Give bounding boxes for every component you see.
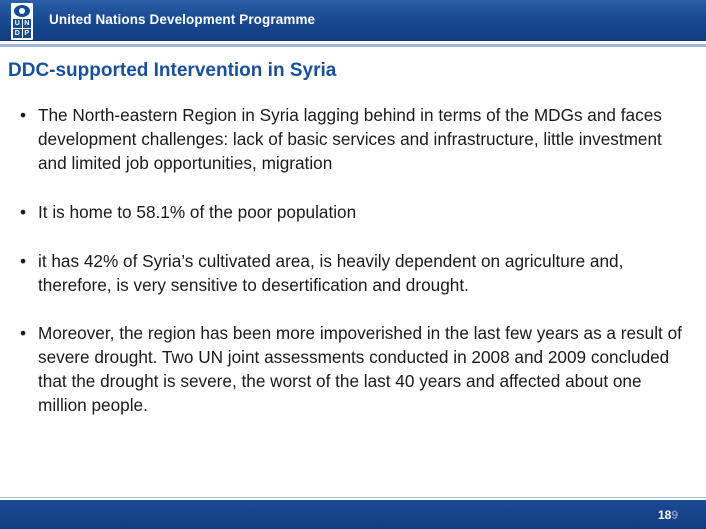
bullet-text: The North-eastern Region in Syria lagging behind in terms of the MDGs and faces development challenges: lack of basic services and infrastructure, little investment and limited job opportunities, migration bbox=[38, 105, 662, 173]
bullet-item bbox=[20, 249, 692, 297]
organization-name: United Nations Development Programme bbox=[49, 12, 316, 27]
bullet-list bbox=[20, 103, 692, 417]
page-number-value: 18 bbox=[657, 508, 672, 522]
logo-letter: P bbox=[24, 30, 30, 37]
logo-letter: U bbox=[14, 20, 20, 27]
footer-divider bbox=[0, 497, 706, 498]
bullet-item bbox=[20, 103, 692, 175]
logo-letters bbox=[13, 19, 31, 38]
bullet-dot-icon: • bbox=[20, 105, 27, 125]
page-number-ghost: 9 bbox=[671, 508, 678, 522]
un-emblem-icon bbox=[14, 5, 30, 17]
page-number bbox=[658, 508, 678, 522]
logo-letter: N bbox=[24, 20, 30, 27]
bullet-dot-icon: • bbox=[20, 251, 27, 271]
header-bar bbox=[0, 0, 706, 44]
footer-bar bbox=[0, 500, 706, 529]
bullet-text: it has 42% of Syria’s cultivated area, is heavily dependent on agriculture and, therefore, is very sensitive to desertification and drought. bbox=[38, 251, 624, 295]
bullet-text: It is home to 58.1% of the poor population bbox=[38, 202, 357, 222]
bullet-dot-icon: • bbox=[20, 202, 27, 222]
bullet-dot-icon: • bbox=[20, 323, 27, 343]
slide-title: DDC-supported Intervention in Syria bbox=[8, 60, 337, 81]
bullet-item bbox=[20, 321, 692, 417]
logo-letter: D bbox=[14, 30, 20, 37]
bullet-item bbox=[20, 200, 692, 224]
bullet-text: Moreover, the region has been more impoverished in the last few years as a result of severe drought. Two UN joint assessments conducted in 2008 and 2009 concluded that the drought is severe, the worst of the last 40 years and affected about one million people. bbox=[38, 323, 682, 415]
undp-logo bbox=[11, 3, 33, 40]
header-divider bbox=[0, 44, 706, 47]
